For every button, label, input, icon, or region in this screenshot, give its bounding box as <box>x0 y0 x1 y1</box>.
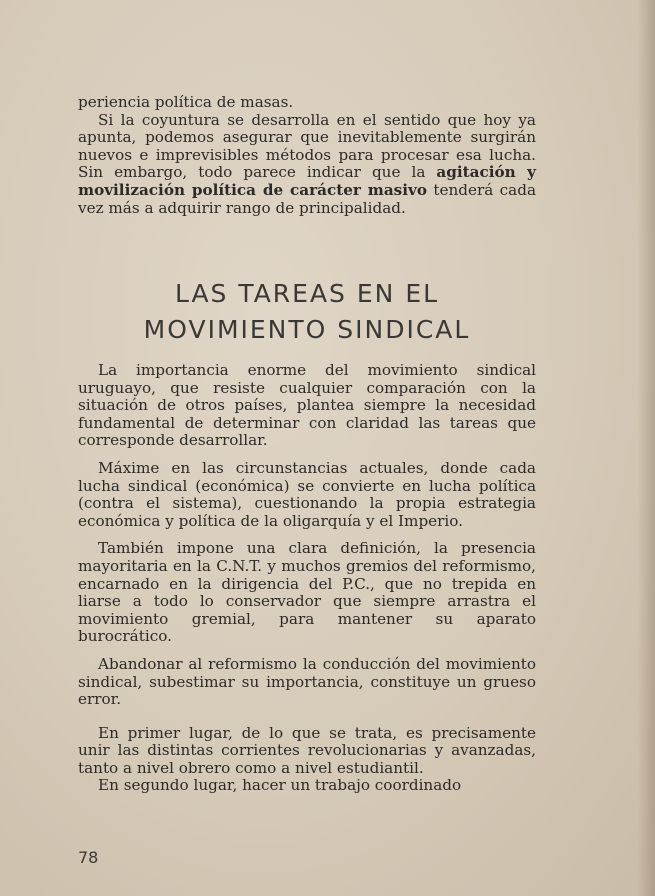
body-paragraph-2: Máxime en las circunstancias actuales, donde cada lucha sindical (económica) se convierte en lucha política (contra el sistema), cuestionando la propia estrategia económica y política de la oligarquía y el Imperio. <box>78 458 536 530</box>
intro-paragraph-2-start: Si la coyuntura se desarrolla en el sentido que hoy ya apunta, podemos asegurar que inevitablemente surgirán nuevos e imprevisibles métodos para procesar esa lucha. Sin embargo, todo parece indicar que la <box>78 110 536 182</box>
section-body <box>78 362 536 795</box>
section-heading-line-1: LAS TAREAS EN EL <box>174 279 440 308</box>
body-paragraph-4: Abandonar al reformismo la conducción del movimiento sindical, subestimar su importancia, constituye un grueso error. <box>78 654 536 709</box>
intro-paragraph-2-end: tenderá cada vez más a adquirir rango de principalidad. <box>78 180 537 217</box>
page-number: 78 <box>78 848 99 867</box>
intro-text <box>78 94 536 217</box>
body-paragraph-6: En segundo lugar, hacer un trabajo coordinado <box>98 776 462 795</box>
body-paragraph-1: La importancia enorme del movimiento sindical uruguayo, que resiste cualquier comparación con la situación de otros países, plantea siempre la necesidad fundamental de determinar con claridad las tareas que corresponde desarrollar. <box>78 361 536 450</box>
intro-bold-phrase: agitación y movilización política de carácter masivo <box>78 163 537 199</box>
intro-paragraph-2 <box>78 112 536 218</box>
intro-paragraph-1: periencia política de masas. <box>78 93 294 111</box>
section-heading <box>78 276 536 348</box>
body-paragraph-5: En primer lugar, de lo que se trata, es precisamente unir las distintas corrientes revolucionarias y avanzadas, tanto a nivel obrero como a nivel estudiantil. <box>78 723 536 777</box>
page-edge-shadow <box>637 0 655 896</box>
body-paragraph-3: También impone una clara definición, la presencia mayoritaria en la C.N.T. y muchos gremios del reformismo, encarnado en la dirigencia del P.C., que no trepida en liarse a todo lo conservador que siempre arrastra el movimiento gremial, para mantener su aparato burocrático. <box>78 539 536 646</box>
section-heading-line-2: MOVIMIENTO SINDICAL <box>143 315 471 344</box>
